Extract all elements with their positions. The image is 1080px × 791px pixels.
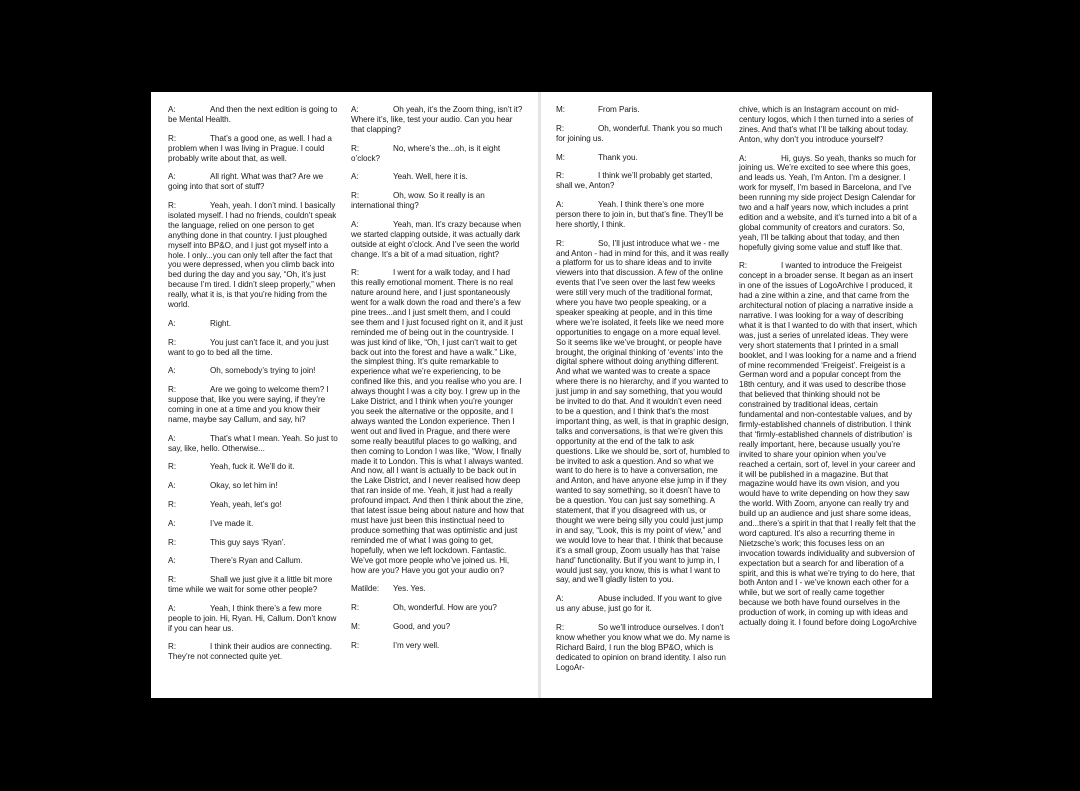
dialogue-paragraph xyxy=(351,622,524,632)
dialogue-paragraph xyxy=(168,500,341,510)
speaker-label: R: xyxy=(168,201,177,211)
dialogue-paragraph xyxy=(556,594,730,614)
dialogue-text: I think we’ll probably get started, shall we, Anton? xyxy=(556,171,713,191)
speaker-label: R: xyxy=(168,133,177,143)
dialogue-paragraph xyxy=(168,604,341,634)
dialogue-paragraph xyxy=(556,171,730,191)
left-column-1 xyxy=(168,105,341,671)
speaker-label: A: xyxy=(168,481,176,491)
dialogue-paragraph xyxy=(351,105,524,135)
dialogue-text: I’m very well. xyxy=(393,640,440,650)
right-page xyxy=(541,92,932,698)
dialogue-text: Yeah. I think there’s one more person there to join in, but that’s fine. They’ll be here shortly, I think. xyxy=(556,200,724,229)
dialogue-paragraph xyxy=(168,481,341,491)
dialogue-paragraph xyxy=(556,105,730,115)
speaker-label: R: xyxy=(351,191,360,201)
speaker-label: A: xyxy=(168,556,176,566)
speaker-label: R: xyxy=(168,499,177,509)
dialogue-text: Are we going to welcome them? I suppose that, like you were saying, if they’re coming in one at a time and you know their name, maybe say Callum, and say, hi? xyxy=(168,385,329,424)
speaker-label: A: xyxy=(168,366,176,376)
speaker-label: R: xyxy=(556,622,565,632)
dialogue-paragraph xyxy=(168,538,341,548)
dialogue-paragraph xyxy=(168,319,341,329)
dialogue-paragraph xyxy=(168,338,341,358)
dialogue-paragraph xyxy=(556,623,730,673)
speaker-label: Matilde: xyxy=(351,584,380,594)
dialogue-text: Oh, wonderful. How are you? xyxy=(393,603,497,613)
dialogue-text: I’ve made it. xyxy=(210,518,254,528)
dialogue-text: Oh yeah, it’s the Zoom thing, isn’t it? Where it’s, like, test your audio. Can you hear that clapping? xyxy=(351,105,523,134)
right-column-2 xyxy=(739,105,917,637)
speaker-label: A: xyxy=(351,219,359,229)
speaker-label: A: xyxy=(168,318,176,328)
dialogue-text: This guy says ‘Ryan’. xyxy=(210,537,286,547)
dialogue-text: And then the next edition is going to be Mental Health. xyxy=(168,105,338,124)
speaker-label: R: xyxy=(168,575,177,585)
speaker-label: A: xyxy=(739,153,747,163)
dialogue-text: I think their audios are connecting. They’re not connected quite yet. xyxy=(168,642,332,662)
speaker-label: R: xyxy=(556,238,565,248)
dialogue-paragraph xyxy=(168,642,341,662)
dialogue-text: So, I’ll just introduce what we - me and Anton - had in mind for this, and it was really a platform for us to share ideas and to invite viewers into that discussion. A few of the online events that I’ve seen over the last few weeks were still very much of the traditional format, where you have two people speaking, or a speaker speaking at people, and in this time where we’re isolated, it feels like we need more opportunities to engage on a more equal level. So it seems like we’ve brought, or people have brought, the original thinking of ‘events’ into the digital sphere without doing anything different. And what we wanted was to create a space where there is no hierarchy, and if you wanted to just jump in and say something, that you would be invited to do that. And it wouldn’t even need to be a question, and I think that’s the most important thing, as well, is that in graphic design, talks and conversations, is that we’re given this opportunity at the end of the talk to ask questions. Like we should be, sort of, humbled to be invited to ask a question. And so what we want to do here is to have a conversation, me and Anton, and have anyone else jump in if they wanted to say something, so it doesn’t have to be a question. You can just say something. A statement, that if you disagreed with us, or thought we were being silly you could just jump in and say, “Look, this is my point of view,” and we would love to hear that. I think that because it’s a small group, Zoom usually has that ‘raise hand’ functionality. But if you want to jump in, I would just say, you know, this is what I want to say, and we’ll gladly listen to you. xyxy=(556,238,730,585)
dialogue-paragraph xyxy=(556,239,730,586)
left-column-2 xyxy=(351,105,524,660)
dialogue-text: There’s Ryan and Callum. xyxy=(210,556,303,566)
dialogue-text: Oh, wonderful. Thank you so much for joining us. xyxy=(556,123,723,143)
dialogue-text: I wanted to introduce the Freigeist concept in a broader sense. It began as an insert in one of the issues of LogoArchive I produced, it had a zine within a zine, and that came from the architectural notion of placing a narrative inside a narrative. I was looking for a way of describing what it is that I wanted to do with that insert, which was, just a series of unrelated ideas. They were very short statements that I printed in a small booklet, and I was looking for a name and a friend of mine recommended ‘Freigeist’. Freigeist is a German word and a popular concept from the 18th century, and it was used to describe those that believed that thinking should not be constrained by traditional ideas, certain fundamental and non-contestable values, and by firmly-established channels of distribution. I think that ‘firmly-established channels of distribution’ is really important, here, because usually you’re invited to share your opinion when you’ve reached a certain, sort of, level in your career and it will be published in a magazine. But that magazine would have its own vision, and you would have to write depending on how they saw the world. With Zoom, anyone can really try and build up an audience and just share some ideas, and...there’s a spirit in that that I really felt that the word captured. It’s also a recurring theme in Nietzsche’s work; this focuses less on an invocation towards individuality and subversion of expectation but a search for and liberation of a spirit, and this is what we’re trying to do here, that both Anton and I - we’ve known each other for a while, but we sort of really came together because we both have found ourselves in the production of work, in coming up with ideas and actually doing it. I found before doing LogoArchive xyxy=(739,261,917,628)
dialogue-paragraph xyxy=(739,261,917,628)
dialogue-paragraph xyxy=(168,519,341,529)
speaker-label: A: xyxy=(351,105,359,114)
right-column-1 xyxy=(556,105,730,681)
speaker-label: R: xyxy=(739,261,748,271)
speaker-label: A: xyxy=(556,594,564,604)
speaker-label: R: xyxy=(168,385,177,395)
speaker-label: R: xyxy=(351,143,360,153)
dialogue-text: I went for a walk today, and I had this really emotional moment. There is no real nature around here, and I just spontaneously went for a walk down the road and there’s a few pine trees...and I just smelt them, and I could see them and I just focused right on it, and it just reminded me of being out in the countryside. I was just kind of like, “Oh, I just can’t wait to get back out into the forest and have a walk.” Like, the simplest thing. It’s quite remarkable to experience what we’re experiencing, to be confined like this, and you realise who you are. I always thought I was a city boy. I grew up in the Lake District, and I think when you’re younger you seek the alternative or the opposite, and I always wanted the London experience. Then I went out and lived in Prague, and there were some really beautiful places to go walking, and then coming to London I was like, “Wow, I finally made it to London. This is what I always wanted. And now, all I want is actually to be back out in the Lake District, and I never realised how deep that ran inside of me. Yeah, it just had a really profound impact. And then I think about the zine, that latest issue being about nature and how that must have just been this instinctual need to produce something that was optimistic and just reminded me of what I was going to get, hopefully, when we left lockdown. Fantastic. We’ve got more people who’ve joined us. Hi, how are you? Have you got your audio on? xyxy=(351,268,524,575)
dialogue-text: Oh, wow. So it really is an international thing? xyxy=(351,191,485,211)
speaker-label: M: xyxy=(556,152,565,162)
left-page xyxy=(151,92,538,698)
dialogue-text: No, where’s the...oh, is it eight o’clock? xyxy=(351,143,501,163)
continued-paragraph: chive, which is an Instagram account on mid-century logos, which I then turned into a series of zines. And that’s what I’ll be talking about today. Anton, why don’t you introduce yourself? xyxy=(739,105,914,144)
dialogue-paragraph xyxy=(168,172,341,192)
dialogue-paragraph xyxy=(168,201,341,310)
dialogue-text: So we’ll introduce ourselves. I don’t know whether you know what we do. My name is Richard Baird, I run the blog BP&O, which is dedicated to opinion on brand identity. I also run LogoAr- xyxy=(556,622,730,672)
speaker-label: A: xyxy=(556,200,564,209)
speaker-label: A: xyxy=(168,518,176,528)
dialogue-paragraph xyxy=(739,154,917,253)
speaker-label: R: xyxy=(351,603,360,613)
dialogue-paragraph xyxy=(168,462,341,472)
dialogue-paragraph xyxy=(351,144,524,164)
speaker-label: R: xyxy=(556,171,565,181)
speaker-label: R: xyxy=(168,462,177,472)
dialogue-paragraph xyxy=(168,366,341,376)
speaker-label: R: xyxy=(168,537,177,547)
speaker-label: R: xyxy=(351,268,360,278)
dialogue-paragraph xyxy=(168,434,341,454)
dialogue-text: Yeah, yeah. I don’t mind. I basically isolated myself. I had no friends, couldn’t speak the language, relied on one person to get anything done in that country. I just ploughed myself into BP&O, and I just got myself into a hole. I only...you can only tell after the fact that you were depressed, when you climb back into bed during the day and you say, “Oh, it’s just because I’m tired. I didn’t sleep properly,” when really, what it is, is that you’re hiding from the world. xyxy=(168,201,337,310)
speaker-label: M: xyxy=(351,621,360,631)
dialogue-text: Hi, guys. So yeah, thanks so much for joining us. We’re excited to see where this goes, and leads us. Yeah, I’m Anton. I’m a designer. I work for myself, I’m based in Barcelona, and I’ve been running my side project Design Calendar for two and a half years now, which includes a print edition and a website, and it’s turned into a bit of a global community of creators and curators. So, yeah, I’ll be talking about that today, and then hopefully giving some value and stuff like that. xyxy=(739,153,917,252)
dialogue-text: Okay, so let him in! xyxy=(210,481,278,491)
dialogue-paragraph xyxy=(556,200,730,230)
dialogue-text: Yeah, man. It’s crazy because when we started clapping outside, it was actually dark outside at eight o’clock. And I’ve seen the world change. It’s a bit of a mad situation, right? xyxy=(351,219,521,259)
speaker-label: R: xyxy=(351,640,360,650)
dialogue-text: Oh, somebody’s trying to join! xyxy=(210,366,316,376)
speaker-label: R: xyxy=(168,642,177,652)
dialogue-text: Abuse included. If you want to give us any abuse, just go for it. xyxy=(556,594,722,614)
speaker-label: A: xyxy=(168,433,176,443)
dialogue-paragraph xyxy=(168,105,341,125)
speaker-label: A: xyxy=(168,603,176,613)
dialogue-paragraph xyxy=(168,575,341,595)
dialogue-paragraph xyxy=(351,172,524,182)
dialogue-text: Shall we just give it a little bit more time while we wait for some other people? xyxy=(168,575,333,595)
dialogue-text: Right. xyxy=(210,318,231,328)
speaker-label: A: xyxy=(168,105,176,114)
dialogue-text: That’s a good one, as well. I had a problem when I was living in Prague. I could probably write about that, as well. xyxy=(168,133,332,163)
speaker-label: R: xyxy=(556,123,565,133)
speaker-label: A: xyxy=(351,172,359,182)
dialogue-text: From Paris. xyxy=(598,105,640,114)
dialogue-paragraph xyxy=(556,124,730,144)
dialogue-text: Good, and you? xyxy=(393,621,451,631)
dialogue-text: That’s what I mean. Yeah. So just to say, like, hello. Otherwise... xyxy=(168,433,338,453)
dialogue-text: Yeah, I think there’s a few more people to join. Hi, Ryan. Hi, Callum. Don’t know if you can hear us. xyxy=(168,603,337,633)
dialogue-paragraph xyxy=(351,268,524,575)
dialogue-text: Yeah, fuck it. We’ll do it. xyxy=(210,462,295,472)
dialogue-paragraph xyxy=(168,556,341,566)
dialogue-paragraph xyxy=(168,385,341,425)
dialogue-paragraph xyxy=(556,153,730,163)
dialogue-paragraph xyxy=(351,584,524,594)
dialogue-paragraph xyxy=(351,191,524,211)
dialogue-text: Yeah. Well, here it is. xyxy=(393,172,468,182)
speaker-label: M: xyxy=(556,105,565,114)
speaker-label: A: xyxy=(168,172,176,182)
dialogue-paragraph xyxy=(351,220,524,260)
dialogue-text: You just can’t face it, and you just want to go to bed all the time. xyxy=(168,337,329,357)
dialogue-paragraph xyxy=(351,603,524,613)
dialogue-text: All right. What was that? Are we going into that sort of stuff? xyxy=(168,172,324,192)
dialogue-text: Thank you. xyxy=(598,152,638,162)
dialogue-text: Yeah, yeah, let’s go! xyxy=(210,499,282,509)
dialogue-paragraph xyxy=(168,134,341,164)
dialogue-paragraph xyxy=(351,641,524,651)
speaker-label: R: xyxy=(168,337,177,347)
dialogue-text: Yes. Yes. xyxy=(393,584,426,594)
